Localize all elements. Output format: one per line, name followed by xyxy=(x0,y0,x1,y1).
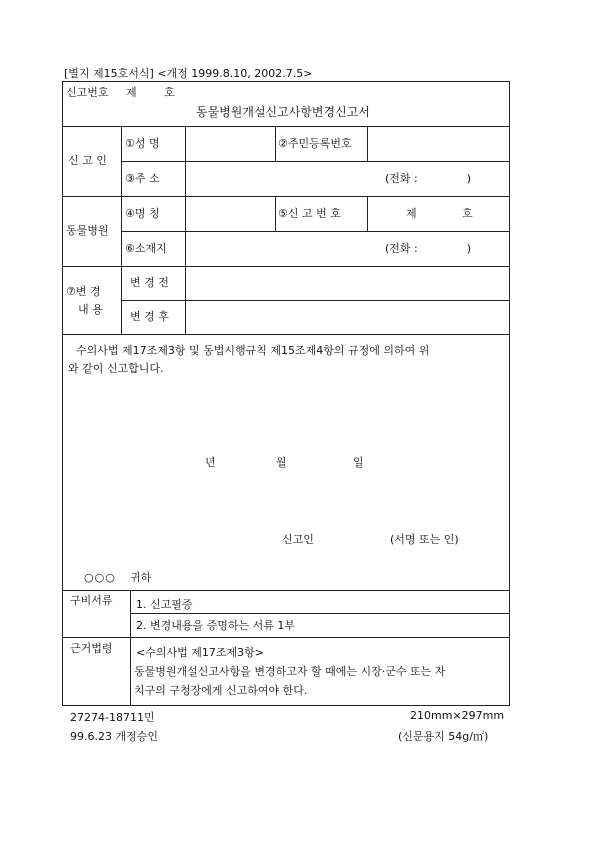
legal-basis-line: 동물병원개설신고사항을 변경하고자 할 때에는 시장·군수 또는 자 xyxy=(134,665,446,678)
date-day-label: 일 xyxy=(353,456,364,469)
hospital-phone-label: (전화 : ) xyxy=(385,242,471,255)
addressee-placeholder: ○○○ xyxy=(84,571,116,584)
legal-basis-line: <수의사법 제17조제3항> xyxy=(136,646,264,659)
reporter-section-label: 신 고 인 xyxy=(68,154,107,167)
reporter-name-label: ①성 명 xyxy=(125,137,160,150)
date-month-label: 월 xyxy=(276,456,287,469)
hospital-name-label: ④명 칭 xyxy=(125,207,160,220)
divider xyxy=(121,161,510,162)
report-number-label: 신고번호 xyxy=(66,86,109,99)
divider xyxy=(121,300,510,301)
legal-basis-line: 치구의 구청장에게 신고하여야 한다. xyxy=(134,684,308,697)
change-after-label: 변 경 후 xyxy=(130,310,169,323)
hospital-section-label: 동물병원 xyxy=(66,224,109,237)
divider xyxy=(275,196,276,231)
divider xyxy=(62,266,510,267)
divider xyxy=(62,334,510,335)
form-number-label: [별지 제15호서식] <개정 1999.8.10, 2002.7.5> xyxy=(64,67,313,80)
hospital-report-je: 제 xyxy=(406,207,417,220)
divider xyxy=(121,126,122,334)
form-title: 동물병원개설신고사항변경신고서 xyxy=(196,105,370,119)
change-section-label-2: 내 용 xyxy=(78,303,103,316)
statement-paragraph xyxy=(70,342,506,378)
required-document-item: 1. 신고필증 xyxy=(136,598,193,611)
statement-line: 수의사법 제17조제3항 및 동법시행규칙 제15조제4항의 규정에 의하여 위 xyxy=(76,344,430,357)
date-year-label: 년 xyxy=(205,456,216,469)
paper-size: 210mm×297mm xyxy=(410,709,505,722)
divider xyxy=(185,126,186,334)
divider xyxy=(130,613,510,614)
signature-label: (서명 또는 인) xyxy=(390,533,459,546)
paper-type: (신문용지 54g/㎡) xyxy=(398,730,489,743)
required-documents-label: 구비서류 xyxy=(70,594,113,607)
report-number-je: 제 xyxy=(126,86,137,99)
reporter-phone-label: (전화 : ) xyxy=(385,172,471,185)
divider xyxy=(62,126,510,127)
reporter-address-label: ③주 소 xyxy=(125,172,160,185)
legal-basis-label: 근거법령 xyxy=(70,642,113,655)
form-code: 27274-18711민 xyxy=(70,711,155,724)
report-number-ho: 호 xyxy=(164,86,175,99)
approval-date: 99.6.23 개정승인 xyxy=(70,730,158,743)
divider xyxy=(130,590,131,706)
hospital-location-label: ⑥소재지 xyxy=(125,242,167,255)
required-document-item: 2. 변경내용을 증명하는 서류 1부 xyxy=(136,619,295,632)
divider xyxy=(367,196,368,231)
statement-line: 와 같이 신고합니다. xyxy=(68,362,164,375)
divider xyxy=(121,231,510,232)
change-before-label: 변 경 전 xyxy=(130,276,169,289)
hospital-report-ho: 호 xyxy=(462,207,473,220)
divider xyxy=(367,126,368,161)
signer-label: 신고인 xyxy=(282,533,314,546)
divider xyxy=(275,126,276,161)
hospital-report-number-label: ⑤신 고 번 호 xyxy=(278,207,341,220)
resident-number-label: ②주민등록번호 xyxy=(278,137,352,150)
divider xyxy=(62,196,510,197)
change-section-label-1: ⑦변 경 xyxy=(66,285,101,298)
addressee-to-label: 귀하 xyxy=(130,571,152,584)
